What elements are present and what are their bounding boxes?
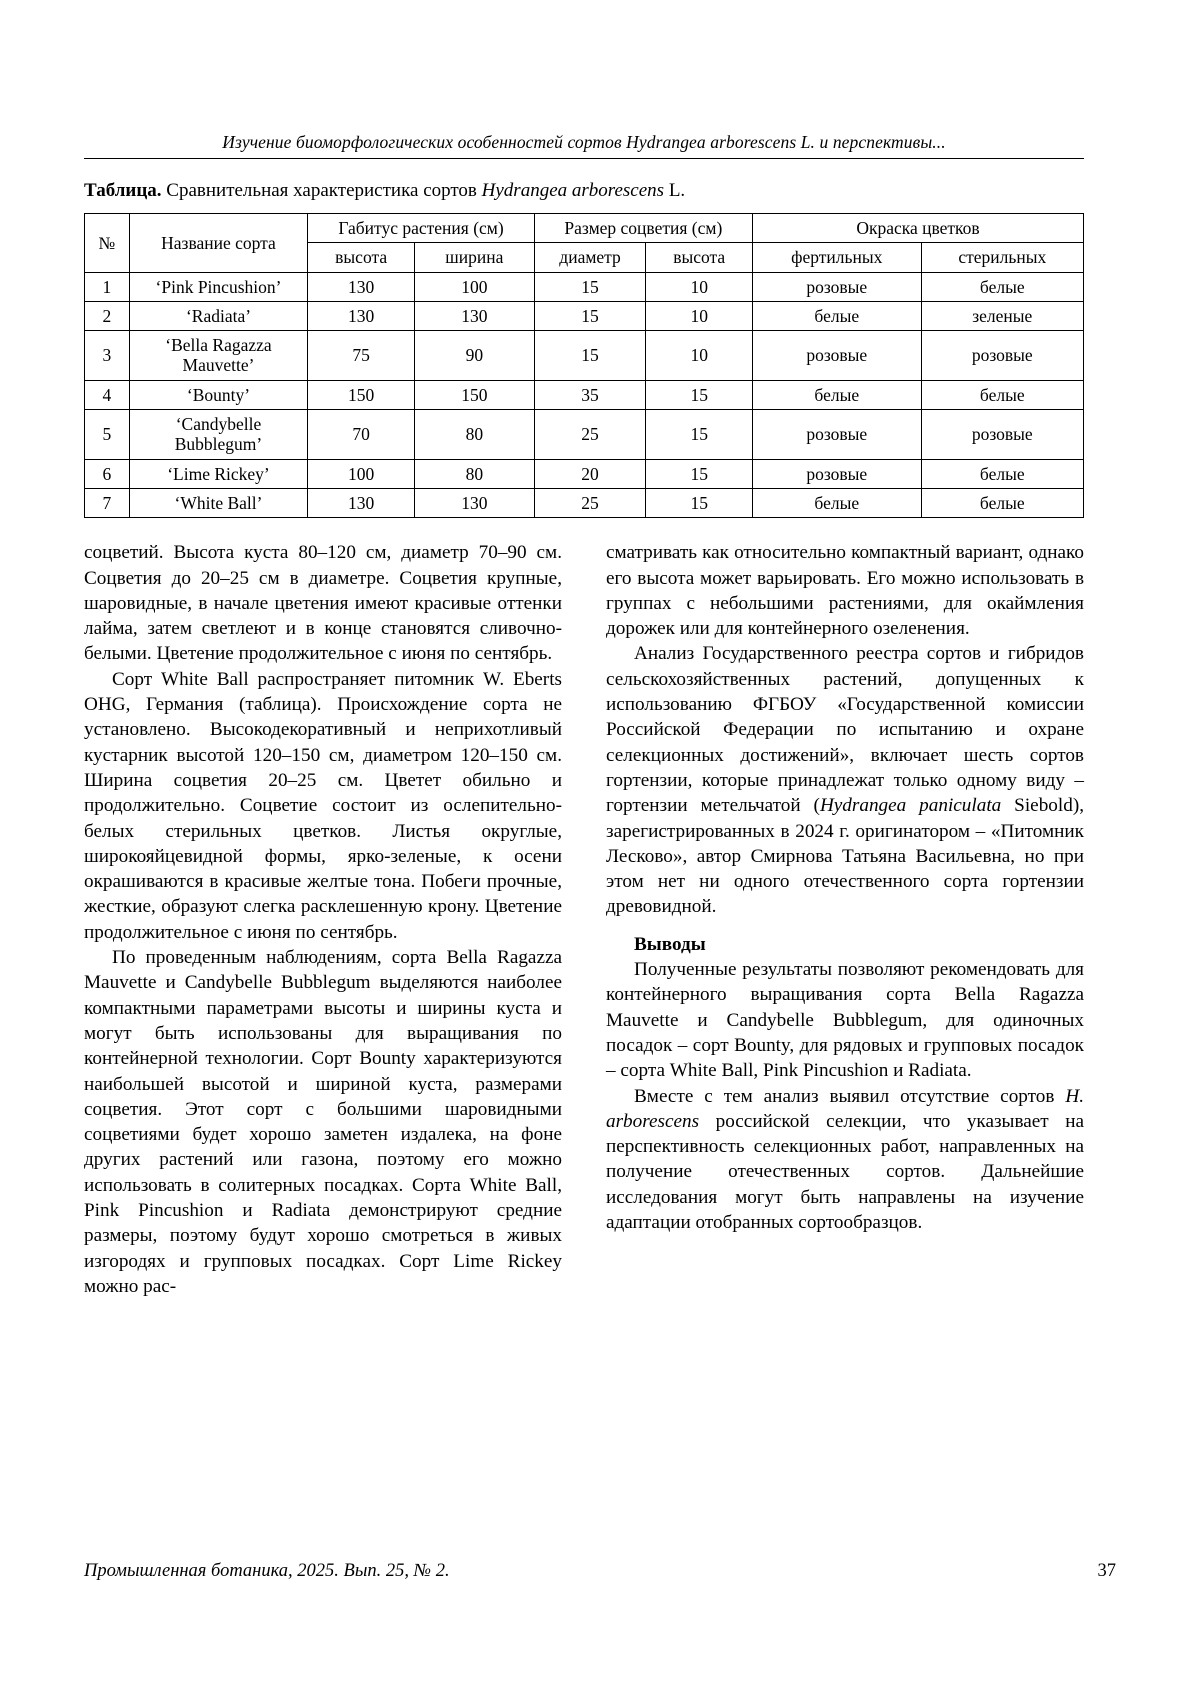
- section-heading: Выводы: [634, 933, 706, 955]
- page-content: [84, 132, 1084, 1299]
- species-name: H. arborescens: [606, 1085, 1084, 1132]
- body-columns: [84, 540, 1084, 1299]
- table-caption-tail: L.: [664, 180, 686, 201]
- table-row: [85, 380, 1084, 409]
- cell-inflor-height: 15: [646, 380, 753, 409]
- cell-sterile: белые: [921, 380, 1083, 409]
- header-no: №: [85, 214, 130, 273]
- cell-fertile: розовые: [753, 410, 922, 460]
- cell-sterile: зеленые: [921, 301, 1083, 330]
- page-footer: [84, 1561, 1116, 1582]
- cell-height: 130: [308, 301, 415, 330]
- cell-name: ‘Bella Ragazza Mauvette’: [129, 331, 308, 381]
- paragraph: Сорт White Ball распространяет питомник W. Eberts OHG, Германия (таблица). Происхождение сорта не установлено. Высокодекоративный и неприхотливый кустарник высотой 120–150 см, диаметром 120–150 см. Ширина соцветия 20–25 см. Цветет обильно и продолжительно. Соцветие состоит из ослепительно-белых стерильных цветков. Листья округлые, широкояйцевидной формы, ярко-зеленые, к осени окрашиваются в красивые желтые тона. Побеги прочные, жесткие, образуют слегка расклешенную крону. Цветение продолжительное с июня по сентябрь.: [84, 668, 562, 943]
- paragraph-part: Анализ Государственного реестра сортов и гибридов сельскохозяйственных растений, допущенных к использованию ФГБОУ «Государственной комиссии Российской Федерации по испытанию и охране селекционных достижений», включает шесть сортов гортензии, которые принадлежат только одному виду – гортензии метельчатой (: [606, 643, 1084, 817]
- cell-sterile: белые: [921, 488, 1083, 517]
- cell-width: 80: [414, 459, 534, 488]
- journal-reference: Промышленная ботаника, 2025. Вып. 25, № 2.: [84, 1561, 450, 1581]
- table-caption-species: Hydrangea arborescens: [481, 180, 665, 201]
- header-habit: Габитус растения (см): [308, 214, 534, 243]
- cell-inflor-height: 15: [646, 488, 753, 517]
- cell-name: ‘Pink Pincushion’: [129, 272, 308, 301]
- paragraph-part: Siebold), зарегистрированных в 2024 г. оригинатором – «Питомник Лесково», автор Смирнова Татьяна Васильевна, но при этом нет ни одного отечественного сорта гортензии древовидной.: [606, 795, 1085, 918]
- cell-no: 2: [85, 301, 130, 330]
- paragraph: Полученные результаты позволяют рекомендовать для контейнерного выращивания сорта Bella Ragazza Mauvette и Candybelle Bubblegum, для одиночных посадок – сорт Bounty, для рядовых и групповых посадок – сорта White Ball, Pink Pincushion и Radiata.: [606, 959, 1084, 1082]
- cell-sterile: белые: [921, 459, 1083, 488]
- cell-no: 3: [85, 331, 130, 381]
- header-height: высота: [308, 243, 415, 272]
- header-sterile: стерильных: [921, 243, 1083, 272]
- cell-name: ‘Bounty’: [129, 380, 308, 409]
- header-color: Окраска цветков: [753, 214, 1084, 243]
- paragraph: [606, 641, 1084, 919]
- cell-width: 100: [414, 272, 534, 301]
- cell-height: 100: [308, 459, 415, 488]
- cell-no: 7: [85, 488, 130, 517]
- table-header-row-1: [85, 214, 1084, 243]
- cell-diameter: 15: [534, 331, 646, 381]
- table-row: [85, 272, 1084, 301]
- paragraph: сматривать как относительно компактный вариант, однако его высота может варьировать. Его можно использовать в группах с небольшими растениями, для окаймления дорожек или для контейнерного озеленения.: [606, 542, 1084, 640]
- comparison-table: [84, 213, 1084, 518]
- cell-no: 4: [85, 380, 130, 409]
- paragraph-part: российской селекции, что указывает на перспективность селекционных работ, направленных на получение отечественных сортов. Дальнейшие исследования могут быть направлены на изучение адаптации отобранных сортообразцов.: [606, 1110, 1084, 1233]
- cell-no: 1: [85, 272, 130, 301]
- cell-inflor-height: 15: [646, 410, 753, 460]
- table-row: [85, 410, 1084, 460]
- paragraph-part: Вместе с тем анализ выявил отсутствие сортов: [634, 1085, 1066, 1107]
- cell-height: 75: [308, 331, 415, 381]
- cell-fertile: розовые: [753, 459, 922, 488]
- cell-sterile: розовые: [921, 331, 1083, 381]
- cell-name: ‘Radiata’: [129, 301, 308, 330]
- cell-no: 5: [85, 410, 130, 460]
- header-name: Название сорта: [129, 214, 308, 273]
- right-column: [606, 540, 1084, 1299]
- cell-sterile: белые: [921, 272, 1083, 301]
- table-caption: [84, 180, 1084, 202]
- header-inflorescence: Размер соцветия (см): [534, 214, 752, 243]
- cell-height: 70: [308, 410, 415, 460]
- cell-width: 90: [414, 331, 534, 381]
- table-caption-label: Таблица.: [84, 180, 162, 201]
- cell-inflor-height: 10: [646, 272, 753, 301]
- cell-height: 130: [308, 272, 415, 301]
- header-inflor-height: высота: [646, 243, 753, 272]
- table-row: [85, 459, 1084, 488]
- cell-height: 150: [308, 380, 415, 409]
- cell-fertile: белые: [753, 380, 922, 409]
- paragraph: соцветий. Высота куста 80–120 см, диаметр 70–90 см. Соцветия до 20–25 см в диаметре. Соцветия крупные, шаровидные, в начале цветения имеют красивые оттенки лайма, затем светлеют и в конце становятся сливочно-белыми. Цветение продолжительное с июня по сентябрь.: [84, 542, 562, 665]
- cell-fertile: белые: [753, 488, 922, 517]
- table-row: [85, 331, 1084, 381]
- left-column: [84, 540, 562, 1299]
- table-row: [85, 301, 1084, 330]
- cell-diameter: 20: [534, 459, 646, 488]
- cell-sterile: розовые: [921, 410, 1083, 460]
- table-caption-text: Сравнительная характеристика сортов: [161, 180, 482, 201]
- cell-width: 150: [414, 380, 534, 409]
- header-width: ширина: [414, 243, 534, 272]
- paragraph: По проведенным наблюдениям, сорта Bella Ragazza Mauvette и Candybelle Bubblegum выделяются наиболее компактными параметрами высоты и ширины куста и могут быть использованы для выращивания по контейнерной технологии. Сорт Bounty характеризуются наибольшей высотой и шириной куста, размерами соцветия. Этот сорт с большими шаровидными соцветиями будет хорошо заметен издалека, на фоне других растений или газона, поэтому его можно использовать в солитерных посадках. Сорта White Ball, Pink Pincushion и Radiata демонстрируют средние размеры, поэтому будут хорошо смотреться в живых изгородях и групповых посадках. Сорт Lime Rickey можно рас-: [84, 947, 562, 1297]
- cell-height: 130: [308, 488, 415, 517]
- cell-width: 80: [414, 410, 534, 460]
- cell-diameter: 25: [534, 410, 646, 460]
- cell-name: ‘Candybelle Bubblegum’: [129, 410, 308, 460]
- cell-fertile: розовые: [753, 331, 922, 381]
- cell-width: 130: [414, 301, 534, 330]
- page-number: 37: [1097, 1561, 1116, 1581]
- cell-fertile: белые: [753, 301, 922, 330]
- paragraph: [606, 1084, 1084, 1236]
- header-diameter: диаметр: [534, 243, 646, 272]
- cell-fertile: розовые: [753, 272, 922, 301]
- running-head: Изучение биоморфологических особенностей сортов Hydrangea arborescens L. и перспективы...: [84, 132, 1084, 159]
- species-name: Hydrangea paniculata: [819, 795, 1002, 817]
- cell-diameter: 15: [534, 272, 646, 301]
- cell-diameter: 35: [534, 380, 646, 409]
- cell-diameter: 15: [534, 301, 646, 330]
- cell-name: ‘White Ball’: [129, 488, 308, 517]
- cell-no: 6: [85, 459, 130, 488]
- cell-inflor-height: 10: [646, 331, 753, 381]
- cell-name: ‘Lime Rickey’: [129, 459, 308, 488]
- table-row: [85, 488, 1084, 517]
- cell-diameter: 25: [534, 488, 646, 517]
- header-fertile: фертильных: [753, 243, 922, 272]
- cell-inflor-height: 10: [646, 301, 753, 330]
- cell-inflor-height: 15: [646, 459, 753, 488]
- cell-width: 130: [414, 488, 534, 517]
